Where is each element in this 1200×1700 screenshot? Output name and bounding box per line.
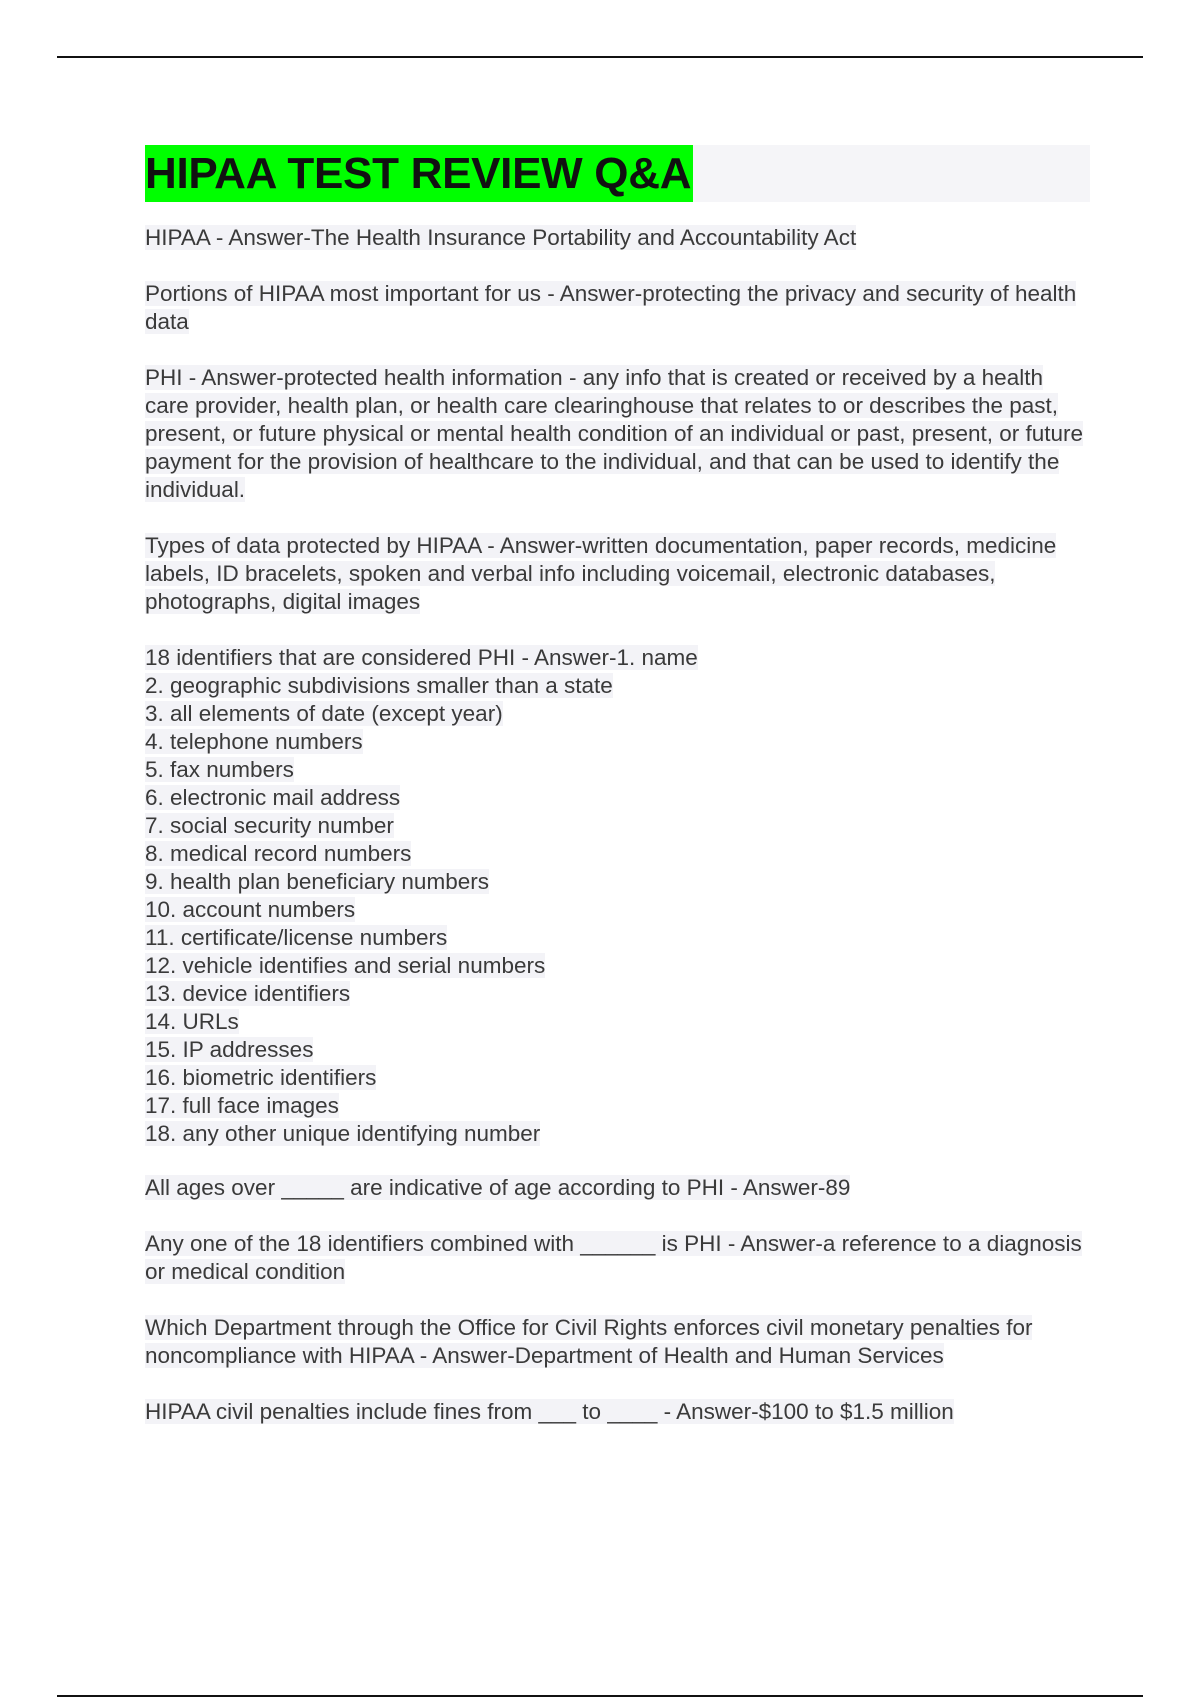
list-item: 16. biometric identifiers bbox=[145, 1065, 377, 1090]
qa-text: Portions of HIPAA most important for us - Answer-protecting the privacy and security of health data bbox=[145, 281, 1077, 334]
list-item: 3. all elements of date (except year) bbox=[145, 701, 503, 726]
list-item: 17. full face images bbox=[145, 1093, 339, 1118]
list-item: 5. fax numbers bbox=[145, 757, 294, 782]
qa-item bbox=[145, 1398, 1090, 1426]
qa-item bbox=[145, 532, 1090, 616]
top-rule bbox=[57, 56, 1143, 58]
qa-text: Any one of the 18 identifiers combined with ______ is PHI - Answer-a reference to a diagnosis or medical condition bbox=[145, 1231, 1082, 1284]
qa-text: Types of data protected by HIPAA - Answer-written documentation, paper records, medicine labels, ID bracelets, spoken and verbal info including voicemail, electronic databases, photographs, digital images bbox=[145, 533, 1057, 614]
list-item: 15. IP addresses bbox=[145, 1037, 314, 1062]
identifiers-list bbox=[145, 644, 1090, 1148]
list-item: 6. electronic mail address bbox=[145, 785, 401, 810]
list-item: 12. vehicle identifies and serial numbers bbox=[145, 953, 546, 978]
title-band bbox=[145, 145, 1090, 202]
qa-text: HIPAA civil penalties include fines from ___ to ____ - Answer-$100 to $1.5 million bbox=[145, 1399, 954, 1424]
list-item: 11. certificate/license numbers bbox=[145, 925, 448, 950]
list-item: 7. social security number bbox=[145, 813, 394, 838]
page-title: HIPAA TEST REVIEW Q&A bbox=[145, 145, 693, 202]
list-item: 13. device identifiers bbox=[145, 981, 351, 1006]
qa-text: PHI - Answer-protected health information - any info that is created or received by a health care provider, health plan, or health care clearinghouse that relates to or describes the past, present, or future physical or mental health condition of an individual or past, present, or future payment for the provision of healthcare to the individual, and that can be used to identify the individual. bbox=[145, 365, 1084, 502]
qa-text: Which Department through the Office for Civil Rights enforces civil monetary penalties for noncompliance with HIPAA - Answer-Department of Health and Human Services bbox=[145, 1315, 1033, 1368]
qa-text: HIPAA - Answer-The Health Insurance Portability and Accountability Act bbox=[145, 225, 857, 250]
list-item: 2. geographic subdivisions smaller than a state bbox=[145, 673, 613, 698]
list-item: 10. account numbers bbox=[145, 897, 356, 922]
qa-item bbox=[145, 280, 1090, 336]
qa-item bbox=[145, 1314, 1090, 1370]
qa-item bbox=[145, 224, 1090, 252]
list-item: 4. telephone numbers bbox=[145, 729, 363, 754]
list-item: 18 identifiers that are considered PHI - Answer-1. name bbox=[145, 645, 698, 670]
document-body bbox=[145, 145, 1090, 1454]
qa-item bbox=[145, 1230, 1090, 1286]
qa-text: All ages over _____ are indicative of age according to PHI - Answer-89 bbox=[145, 1175, 851, 1200]
list-item: 9. health plan beneficiary numbers bbox=[145, 869, 489, 894]
list-item: 18. any other unique identifying number bbox=[145, 1121, 541, 1146]
qa-item bbox=[145, 364, 1090, 504]
qa-item bbox=[145, 1174, 1090, 1202]
list-item: 8. medical record numbers bbox=[145, 841, 412, 866]
qa-list bbox=[145, 224, 1090, 1426]
bottom-rule bbox=[57, 1695, 1143, 1697]
list-item: 14. URLs bbox=[145, 1009, 239, 1034]
